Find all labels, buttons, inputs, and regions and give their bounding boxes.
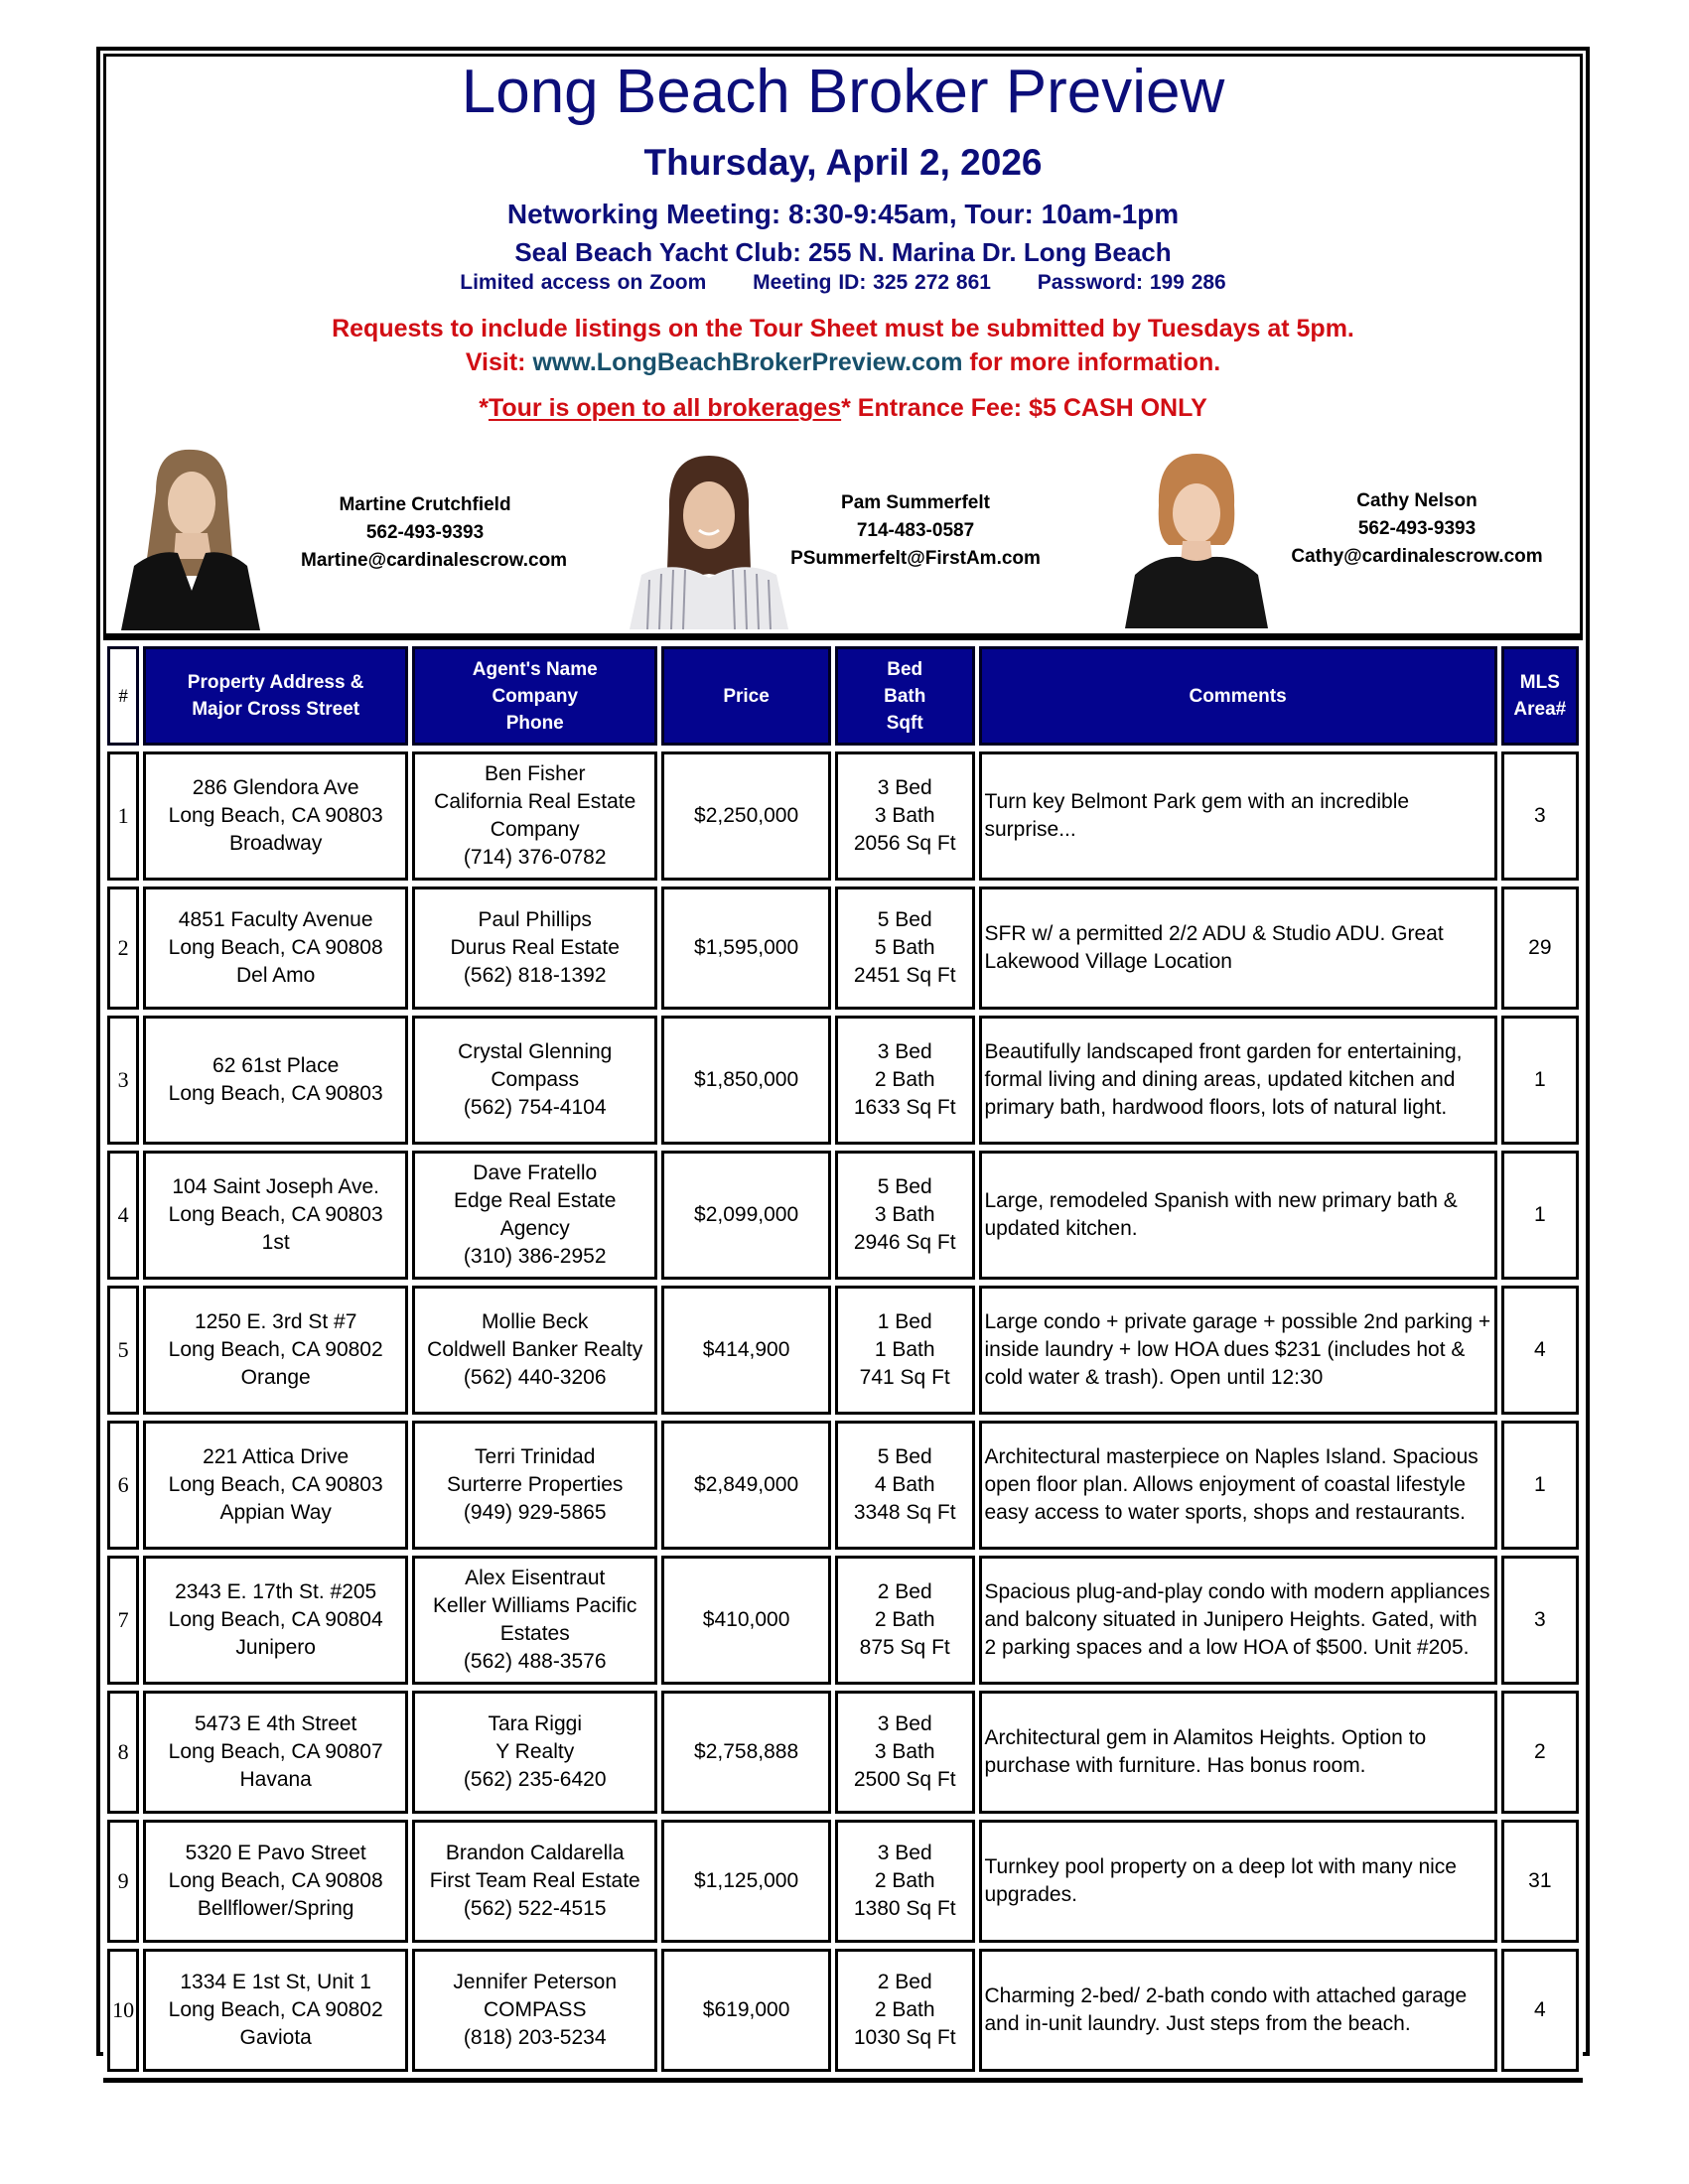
agent-line: (310) 386-2952 (463, 1245, 607, 1268)
contact-phone: 562-493-9393 (1357, 518, 1477, 539)
address-line: Long Beach, CA 90802 (168, 1338, 383, 1361)
bed-bath-sqft (835, 1286, 975, 1415)
row-number: 2 (107, 887, 139, 1010)
mls-area: 1 (1501, 1151, 1579, 1280)
address-line: Long Beach, CA 90802 (168, 1998, 383, 2021)
bed-bath-sqft (835, 1421, 975, 1550)
address-line: Bellflower/Spring (197, 1897, 354, 1920)
specs-line: 2946 Sq Ft (853, 1231, 956, 1254)
contact-photo-martine (116, 442, 265, 630)
mls-area: 1 (1501, 1421, 1579, 1550)
price: $1,125,000 (661, 1820, 831, 1943)
specs-line: 2 Bath (874, 1869, 935, 1892)
agent-info (412, 751, 657, 881)
bed-bath-sqft (835, 1556, 975, 1685)
contact-phone: 562-493-9393 (365, 522, 485, 543)
property-address (143, 1016, 408, 1145)
header-mls (1501, 646, 1579, 746)
address-line: Long Beach, CA 90803 (168, 1082, 383, 1105)
mls-area: 29 (1501, 887, 1579, 1010)
agent-line: (818) 203-5234 (463, 2026, 607, 2049)
specs-line: 4 Bath (874, 1473, 935, 1496)
row-number: 3 (107, 1016, 139, 1145)
specs-line: 5 Bath (874, 936, 935, 959)
bed-bath-sqft (835, 1151, 975, 1280)
event-date: Thursday, April 2, 2026 (643, 142, 1043, 183)
agent-line: Crystal Glenning (458, 1040, 613, 1063)
header-agent-line: Phone (505, 712, 564, 734)
zoom-access-label: Limited access on Zoom (460, 271, 707, 294)
row-number: 10 (107, 1949, 139, 2072)
specs-line: 2 Bath (874, 1608, 935, 1631)
agent-line: Agency (499, 1217, 570, 1240)
zoom-info (106, 269, 1580, 297)
table-row (107, 1151, 1579, 1280)
specs-line: 5 Bed (877, 908, 932, 931)
agent-info (412, 1286, 657, 1415)
open-suffix: * Entrance Fee: $5 CASH ONLY (841, 394, 1207, 422)
specs-line: 2 Bath (874, 1068, 935, 1091)
table-row (107, 1556, 1579, 1685)
address-line: Long Beach, CA 90803 (168, 804, 383, 827)
address-line: 1334 E 1st St, Unit 1 (180, 1971, 371, 1993)
table-header-row (107, 646, 1579, 746)
header-specs-line: Bath (884, 685, 926, 707)
comments: Architectural masterpiece on Naples Island. Spacious open floor plan. Allows enjoyment of coastal lifestyle easy access to water sports, shops and restaurants. (979, 1421, 1497, 1550)
open-tour-notice (106, 392, 1580, 424)
property-address (143, 1556, 408, 1685)
agent-line: Y Realty (495, 1740, 575, 1763)
address-line: Junipero (235, 1636, 316, 1659)
comments: Spacious plug-and-play condo with modern appliances and balcony situated in Junipero Heights. Gated, with 2 parking spaces and a low HOA of $500. Unit #205. (979, 1556, 1497, 1685)
contact-name: Cathy Nelson (1356, 490, 1478, 511)
address-line: Long Beach, CA 90808 (168, 936, 383, 959)
agent-info (412, 1016, 657, 1145)
table-row (107, 1421, 1579, 1550)
row-number: 8 (107, 1691, 139, 1814)
price: $414,900 (661, 1286, 831, 1415)
address-line: 62 61st Place (212, 1054, 340, 1077)
comments: Charming 2-bed/ 2-bath condo with attached garage and in-unit laundry. Just steps from the beach. (979, 1949, 1497, 2072)
table-row (107, 887, 1579, 1010)
price: $410,000 (661, 1556, 831, 1685)
bed-bath-sqft (835, 751, 975, 881)
row-number: 1 (107, 751, 139, 881)
listings-table (103, 633, 1583, 2083)
agent-line: Dave Fratello (473, 1161, 598, 1184)
contact-name: Pam Summerfelt (841, 492, 990, 513)
agent-line: Company (490, 818, 580, 841)
address-line: Long Beach, CA 90808 (168, 1869, 383, 1892)
contact-photo-cathy (1117, 446, 1276, 628)
website-link[interactable]: www.LongBeachBrokerPreview.com (532, 348, 963, 376)
agent-line: Terri Trinidad (475, 1445, 596, 1468)
header-price: Price (661, 646, 831, 746)
bed-bath-sqft (835, 1820, 975, 1943)
property-address (143, 1286, 408, 1415)
listing-rows (107, 751, 1579, 2072)
address-line: 221 Attica Drive (203, 1445, 350, 1468)
zoom-meeting-id: Meeting ID: 325 272 861 (753, 271, 991, 294)
open-underlined-text: Tour is open to all brokerages (488, 394, 842, 422)
header-address-line: Major Cross Street (192, 699, 360, 720)
row-number: 4 (107, 1151, 139, 1280)
agent-line: (562) 818-1392 (463, 964, 607, 987)
contact-email: PSummerfelt@FirstAm.com (790, 548, 1041, 569)
specs-line: 2 Bed (877, 1971, 932, 1993)
page-title: Long Beach Broker Preview (461, 58, 1225, 126)
visit-suffix: for more information. (962, 348, 1221, 376)
row-number: 9 (107, 1820, 139, 1943)
contact-email: Martine@cardinalescrow.com (301, 550, 568, 571)
submission-notice: Requests to include listings on the Tour Sheet must be submitted by Tuesdays at 5pm. (332, 315, 1354, 342)
agent-info (412, 887, 657, 1010)
specs-line: 1380 Sq Ft (853, 1897, 956, 1920)
contact-name: Martine Crutchfield (339, 494, 511, 515)
address-line: 1250 E. 3rd St #7 (194, 1310, 357, 1333)
agent-line: California Real Estate (434, 790, 636, 813)
address-line: Long Beach, CA 90803 (168, 1473, 383, 1496)
header-agent-line: Agent's Name (472, 658, 598, 680)
address-line: 104 Saint Joseph Ave. (172, 1175, 379, 1198)
price: $619,000 (661, 1949, 831, 2072)
bed-bath-sqft (835, 1949, 975, 2072)
agent-line: Paul Phillips (478, 908, 592, 931)
property-address (143, 1151, 408, 1280)
comments: Turn key Belmont Park gem with an incredible surprise... (979, 751, 1497, 881)
specs-line: 2451 Sq Ft (853, 964, 956, 987)
header-mls-line: Area# (1513, 699, 1567, 720)
meeting-times: Networking Meeting: 8:30-9:45am, Tour: 10am-1pm (506, 199, 1180, 229)
table-row (107, 1949, 1579, 2072)
address-line: 286 Glendora Ave (192, 776, 359, 799)
agent-line: (562) 440-3206 (463, 1366, 607, 1389)
agent-line: Surterre Properties (447, 1473, 624, 1496)
header-specs-line: Sqft (886, 712, 923, 734)
header-address (143, 646, 408, 746)
agent-line: (949) 929-5865 (463, 1501, 607, 1524)
comments: Large condo + private garage + possible 2nd parking + inside laundry + low HOA dues $231 (includes hot & cold water & trash). Open until 12:30 (979, 1286, 1497, 1415)
agent-line: Alex Eisentraut (465, 1567, 606, 1589)
price: $1,850,000 (661, 1016, 831, 1145)
specs-line: 3 Bed (877, 1040, 932, 1063)
agent-line: Brandon Caldarella (445, 1842, 625, 1864)
price: $1,595,000 (661, 887, 831, 1010)
price: $2,758,888 (661, 1691, 831, 1814)
specs-line: 3 Bath (874, 804, 935, 827)
agent-line: Ben Fisher (484, 762, 586, 785)
table-row (107, 1820, 1579, 1943)
address-line: Broadway (228, 832, 323, 855)
agent-line: Estates (499, 1622, 570, 1645)
price: $2,849,000 (661, 1421, 831, 1550)
agent-info (412, 1691, 657, 1814)
specs-line: 1 Bath (874, 1338, 935, 1361)
specs-line: 3 Bed (877, 776, 932, 799)
property-address (143, 887, 408, 1010)
specs-line: 1633 Sq Ft (853, 1096, 956, 1119)
agent-line: Jennifer Peterson (453, 1971, 618, 1993)
table-row (107, 1286, 1579, 1415)
address-line: Del Amo (235, 964, 316, 987)
specs-line: 3 Bed (877, 1842, 932, 1864)
comments: Large, remodeled Spanish with new primary bath & updated kitchen. (979, 1151, 1497, 1280)
mls-area: 3 (1501, 751, 1579, 881)
header-address-line: Property Address & (187, 672, 364, 693)
address-line: Long Beach, CA 90804 (168, 1608, 383, 1631)
agent-info (412, 1820, 657, 1943)
property-address (143, 1421, 408, 1550)
table-row (107, 1016, 1579, 1145)
row-number: 5 (107, 1286, 139, 1415)
comments: Architectural gem in Alamitos Heights. Option to purchase with furniture. Has bonus room. (979, 1691, 1497, 1814)
specs-line: 741 Sq Ft (859, 1366, 950, 1389)
address-line: Gaviota (239, 2026, 312, 2049)
agent-line: Compass (491, 1068, 580, 1091)
price: $2,250,000 (661, 751, 831, 881)
venue-address: Seal Beach Yacht Club: 255 N. Marina Dr. Long Beach (514, 237, 1172, 267)
mls-area: 31 (1501, 1820, 1579, 1943)
bed-bath-sqft (835, 1691, 975, 1814)
specs-line: 3 Bath (874, 1203, 935, 1226)
agent-line: First Team Real Estate (429, 1869, 640, 1892)
row-number: 6 (107, 1421, 139, 1550)
specs-line: 1030 Sq Ft (853, 2026, 956, 2049)
header-comments: Comments (979, 646, 1497, 746)
table-row (107, 1691, 1579, 1814)
header-number: # (107, 646, 139, 746)
address-line: 5320 E Pavo Street (185, 1842, 366, 1864)
agent-line: (562) 754-4104 (463, 1096, 607, 1119)
header-agent-line: Company (492, 685, 579, 707)
comments: Turnkey pool property on a deep lot with many nice upgrades. (979, 1820, 1497, 1943)
header-mls-line: MLS (1519, 672, 1560, 693)
specs-line: 5 Bed (877, 1175, 932, 1198)
address-line: Havana (239, 1768, 312, 1791)
address-line: 4851 Faculty Avenue (178, 908, 373, 931)
agent-line: Keller Williams Pacific (433, 1594, 637, 1617)
contact-card-cathy (1268, 487, 1566, 571)
contact-card-pam (781, 489, 1050, 573)
mls-area: 2 (1501, 1691, 1579, 1814)
flyer-header (106, 57, 1580, 629)
header-agent (412, 646, 657, 746)
agent-line: (562) 488-3576 (463, 1650, 607, 1673)
agent-info (412, 1556, 657, 1685)
address-line: Appian Way (219, 1501, 332, 1524)
open-prefix: * (479, 394, 489, 422)
specs-line: 3348 Sq Ft (853, 1501, 956, 1524)
specs-line: 1 Bed (877, 1310, 932, 1333)
property-address (143, 1691, 408, 1814)
agent-info (412, 1949, 657, 2072)
table-row (107, 751, 1579, 881)
comments: Beautifully landscaped front garden for entertaining, formal living and dining areas, updated kitchen and primary bath, hardwood floors, lots of natural light. (979, 1016, 1497, 1145)
header-specs (835, 646, 975, 746)
visit-notice (106, 346, 1580, 378)
mls-area: 4 (1501, 1949, 1579, 2072)
visit-prefix: Visit: (465, 348, 533, 376)
agent-line: Coldwell Banker Realty (427, 1338, 643, 1361)
contact-email: Cathy@cardinalescrow.com (1291, 546, 1543, 567)
specs-line: 2056 Sq Ft (853, 832, 956, 855)
agent-info (412, 1421, 657, 1550)
specs-line: 2 Bath (874, 1998, 935, 2021)
mls-area: 3 (1501, 1556, 1579, 1685)
specs-line: 2 Bed (877, 1580, 932, 1603)
specs-line: 2500 Sq Ft (853, 1768, 956, 1791)
address-line: Long Beach, CA 90803 (168, 1203, 383, 1226)
specs-line: 5 Bed (877, 1445, 932, 1468)
agent-line: (714) 376-0782 (463, 846, 607, 869)
specs-line: 3 Bed (877, 1712, 932, 1735)
contact-phone: 714-483-0587 (856, 520, 975, 541)
agent-line: Edge Real Estate (454, 1189, 617, 1212)
address-line: Long Beach, CA 90807 (168, 1740, 383, 1763)
property-address (143, 1949, 408, 2072)
contact-photo-pam (620, 451, 798, 629)
agent-line: COMPASS (483, 1998, 587, 2021)
address-line: Orange (240, 1366, 311, 1389)
comments: SFR w/ a permitted 2/2 ADU & Studio ADU. Great Lakewood Village Location (979, 887, 1497, 1010)
contact-card-martine (301, 491, 568, 575)
price: $2,099,000 (661, 1151, 831, 1280)
agent-line: Durus Real Estate (450, 936, 620, 959)
address-line: 1st (261, 1231, 290, 1254)
bed-bath-sqft (835, 887, 975, 1010)
property-address (143, 751, 408, 881)
property-address (143, 1820, 408, 1943)
address-line: 2343 E. 17th St. #205 (175, 1580, 377, 1603)
agent-line: (562) 522-4515 (463, 1897, 607, 1920)
header-specs-line: Bed (887, 658, 923, 680)
agent-line: Mollie Beck (482, 1310, 589, 1333)
bed-bath-sqft (835, 1016, 975, 1145)
mls-area: 1 (1501, 1016, 1579, 1145)
agent-line: (562) 235-6420 (463, 1768, 607, 1791)
agent-line: Tara Riggi (488, 1712, 582, 1735)
specs-line: 875 Sq Ft (859, 1636, 950, 1659)
agent-info (412, 1151, 657, 1280)
specs-line: 3 Bath (874, 1740, 935, 1763)
row-number: 7 (107, 1556, 139, 1685)
mls-area: 4 (1501, 1286, 1579, 1415)
zoom-password: Password: 199 286 (1037, 271, 1226, 294)
address-line: 5473 E 4th Street (194, 1712, 357, 1735)
